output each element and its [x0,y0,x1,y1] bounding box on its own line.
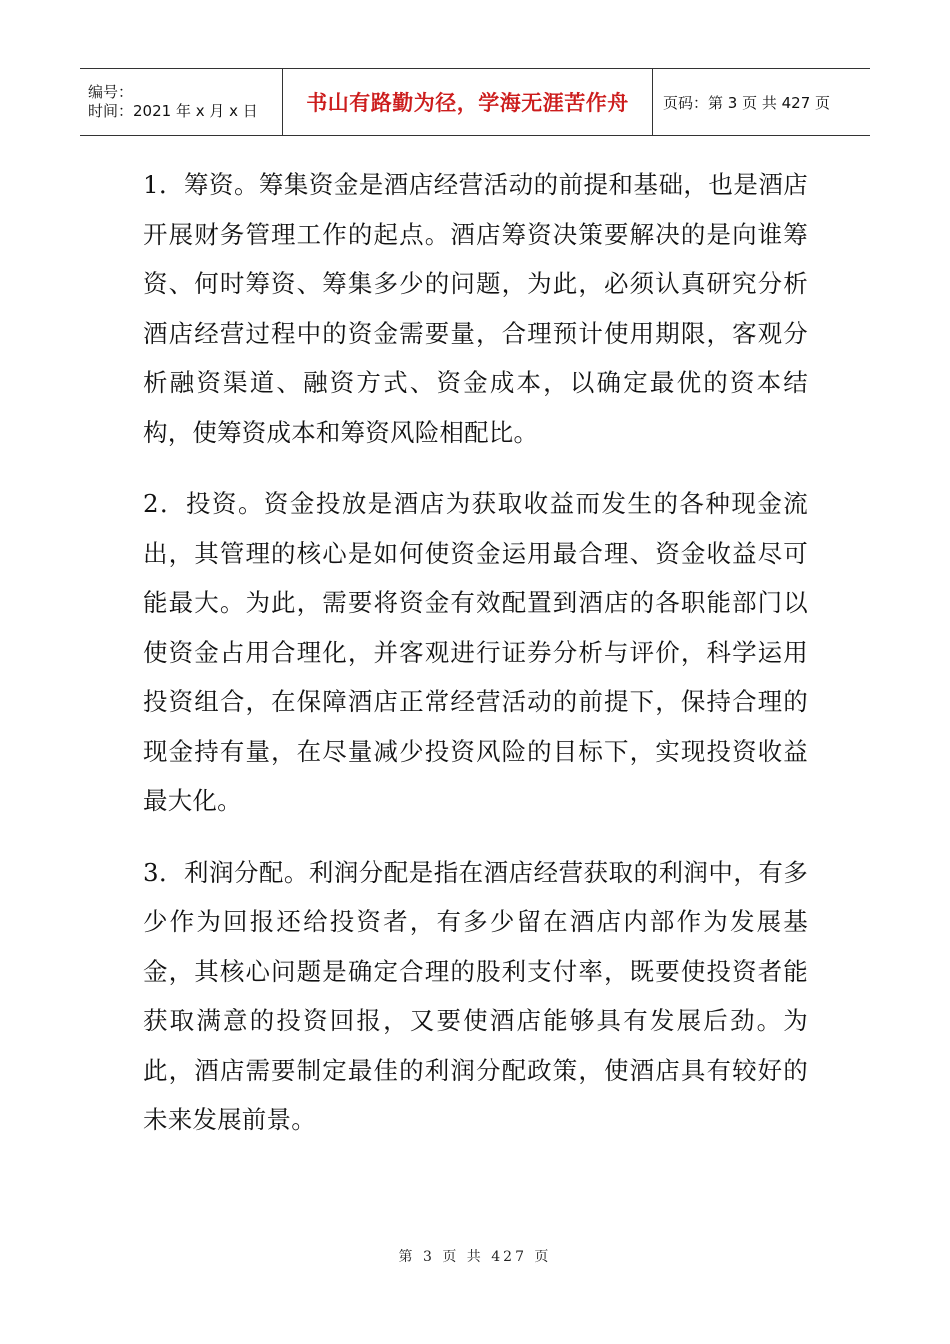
page-header [80,68,870,136]
page-footer: 第 3 页 共 427 页 [398,1249,552,1265]
header-motto-cell [283,69,653,135]
header-meta [80,69,283,135]
header-page-info-cell [653,69,870,135]
serial-label: 编号： [88,83,134,101]
header-page-info: 页码：第 3 页 共 427 页 [663,93,831,112]
document-body [143,160,808,1167]
header-motto: 书山有路勤为径，学海无涯苦作舟 [306,91,629,115]
paragraph-investment: 2．投资。资金投放是酒店为获取收益而发生的各种现金流出，其管理的核心是如何使资金运用最合理、资金收益尽可能最大。为此，需要将资金有效配置到酒店的各职能部门以使资金占用合理化，并客观进行证券分析与评价，科学运用投资组合，在保障酒店正常经营活动的前提下，保持合理的现金持有量，在尽量减少投资风险的目标下，实现投资收益最大化。 [143,489,808,815]
time-label: 时间：2021 年 x 月 x 日 [88,102,258,120]
paragraph-fundraising: 1．筹资。筹集资金是酒店经营活动的前提和基础，也是酒店开展财务管理工作的起点。酒店筹资决策要解决的是向谁筹资、何时筹资、筹集多少的问题，为此，必须认真研究分析酒店经营过程中的资金需要量，合理预计使用期限，客观分析融资渠道、融资方式、资金成本，以确定最优的资本结构，使筹资成本和筹资风险相配比。 [143,170,808,447]
paragraph-profit-distribution: 3．利润分配。利润分配是指在酒店经营获取的利润中，有多少作为回报还给投资者，有多少留在酒店内部作为发展基金，其核心问题是确定合理的股利支付率，既要使投资者能获取满意的投资回报，又要使酒店能够具有发展后劲。为此，酒店需要制定最佳的利润分配政策，使酒店具有较好的未来发展前景。 [143,857,808,1134]
